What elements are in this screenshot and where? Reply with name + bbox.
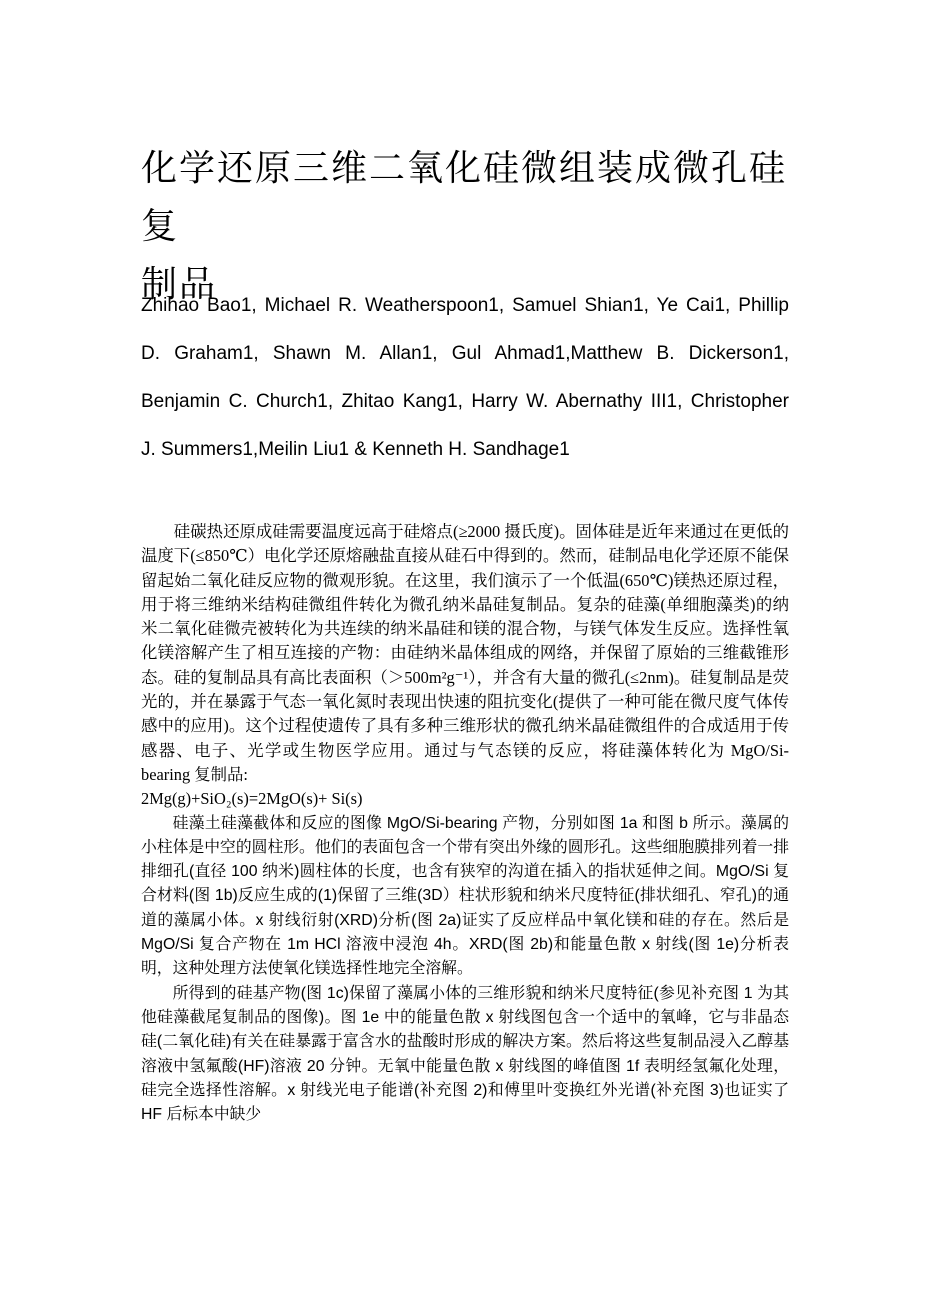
author-line-2: D. Graham1, Shawn M. Allan1, Gul Ahmad1,Matthew B. Dickerson1, xyxy=(141,343,789,364)
reaction-equation: 2Mg(g)+SiO₂(s)=2MgO(s)+ Si(s) xyxy=(141,789,363,809)
abstract-body xyxy=(141,520,789,1127)
author-line-3: Benjamin C. Church1, Zhitao Kang1, Harry W. Abernathy III1, Christopher xyxy=(141,391,789,412)
title-line-2: 制品 xyxy=(141,264,218,305)
paragraph-3: 所得到的硅基产物(图 1c)保留了藻属小体的三维形貌和纳米尺度特征(参见补充图 1 为其他硅藻截尾复制品的图像)。图 1e 中的能量色散 x 射线图包含一个适中的氧峰，它与非晶态硅(二氧化硅)有关在硅暴露于富含水的盐酸时形成的解决方案。然后将这些复制品浸入乙醇基溶液中氢氟酸(HF)溶液 20 分钟。无氧中能量色散 x 射线图的峰值图 1f 表明经氢氟化处理，硅完全选择性溶解。x 射线光电子能谱(补充图 2)和傅里叶变换红外光谱(补充图 3)也证实了 HF 后标本中缺少 xyxy=(141,984,789,1124)
author-line-4: J. Summers1,Meilin Liu1 & Kenneth H. Sandhage1 xyxy=(141,439,570,460)
paragraph-1: 硅碳热还原成硅需要温度远高于硅熔点(≥2000 摄氏度)。固体硅是近年来通过在更低的温度下(≤850℃）电化学还原熔融盐直接从硅石中得到的。然而，硅制品电化学还原不能保留起始二氧化硅反应物的微观形貌。在这里，我们演示了一个低温(650℃)镁热还原过程，用于将三维纳米结构硅微组件转化为微孔纳米晶硅复制品。复杂的硅藻(单细胞藻类)的纳米二氧化硅微壳被转化为共连续的纳米晶硅和镁的混合物，与镁气体发生反应。选择性氧化镁溶解产生了相互连接的产物：由硅纳米晶体组成的网络，并保留了原始的三维截锥形态。硅的复制品具有高比表面积（＞500m²g⁻¹），并含有大量的微孔(≤2nm)。硅复制品是荧光的，并在暴露于气态一氧化氮时表现出快速的阻抗变化(提供了一种可能在微尺度气体传感中的应用)。这个过程使遗传了具有多种三维形状的微孔纳米晶硅微组件的合成适用于传感器、电子、光学或生物医学应用。通过与气态镁的反应，将硅藻体转化为 MgO/Si-bearing 复制品: xyxy=(141,522,789,784)
author-list xyxy=(141,288,789,480)
author-line-1: Zhihao Bao1, Michael R. Weatherspoon1, Samuel Shian1, Ye Cai1, Phillip xyxy=(141,295,789,316)
title-line-1: 化学还原三维二氧化硅微组装成微孔硅复 xyxy=(141,148,788,247)
paragraph-2: 硅藻土硅藻截体和反应的图像 MgO/Si-bearing 产物，分别如图 1a 和图 b 所示。藻属的小柱体是中空的圆柱形。他们的表面包含一个带有突出外缘的圆形孔。这些细胞膜排列着一排排细孔(直径 100 纳米)圆柱体的长度，也含有狭窄的沟道在插入的指状延伸之间。MgO/Si 复合材料(图 1b)反应生成的(1)保留了三维(3D）柱状形貌和纳米尺度特征(排状细孔、窄孔)的通道的藻属小体。x 射线衍射(XRD)分析(图 2a)证实了反应样品中氧化镁和硅的存在。然后是 MgO/Si 复合产物在 1m HCl 溶液中浸泡 4h。XRD(图 2b)和能量色散 x 射线(图 1e)分析表明，这种处理方法使氧化镁选择性地完全溶解。 xyxy=(141,814,789,978)
